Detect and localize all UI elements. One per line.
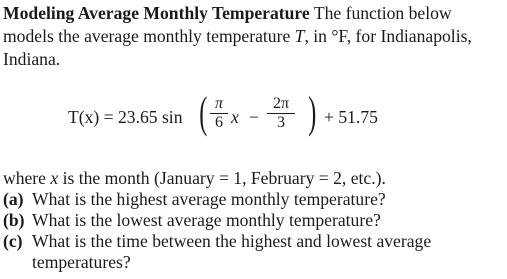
question-a <box>3 189 503 210</box>
question-text: What is the time between the highest and lowest average temperatures? <box>32 231 432 272</box>
temperature-equation <box>68 88 428 145</box>
equation-x: x <box>231 107 239 127</box>
fraction-2-denominator: 3 <box>277 114 285 131</box>
where-variable: x <box>50 168 59 188</box>
question-label: (c) <box>3 231 23 251</box>
right-paren: ) <box>308 88 317 137</box>
equation-constant: + 51.75 <box>324 107 378 127</box>
left-paren: ( <box>199 88 208 137</box>
fraction-pi-over-6 <box>210 95 228 132</box>
fraction-1-denominator: 6 <box>215 114 223 131</box>
variable-t: T <box>294 26 305 46</box>
equation-minus: − <box>249 107 259 127</box>
where-clause <box>3 167 386 189</box>
question-b <box>3 210 503 231</box>
equation-lhs: T(x) = 23.65 sin <box>68 107 183 127</box>
intro-text-2: , in °F, for Indianapolis, Indiana. <box>3 26 472 69</box>
problem-intro <box>3 2 503 71</box>
question-list <box>3 189 503 273</box>
problem-title: Modeling Average Monthly Temperature <box>3 3 310 23</box>
where-prefix: where <box>3 168 51 188</box>
question-label: (a) <box>3 189 24 209</box>
question-text: What is the lowest average monthly temperature? <box>32 210 381 230</box>
question-text: What is the highest average monthly temperature? <box>32 189 386 209</box>
question-c <box>3 231 503 273</box>
fraction-2-numerator: 2π <box>272 95 290 112</box>
question-label: (b) <box>3 210 25 230</box>
fraction-2pi-over-3 <box>267 95 295 132</box>
where-suffix: is the month (January = 1, February = 2, etc.). <box>58 168 386 188</box>
problem-card <box>3 0 503 279</box>
fraction-1-numerator: π <box>214 95 223 112</box>
intro-text-1: The function below models the average monthly temperature <box>3 3 452 46</box>
